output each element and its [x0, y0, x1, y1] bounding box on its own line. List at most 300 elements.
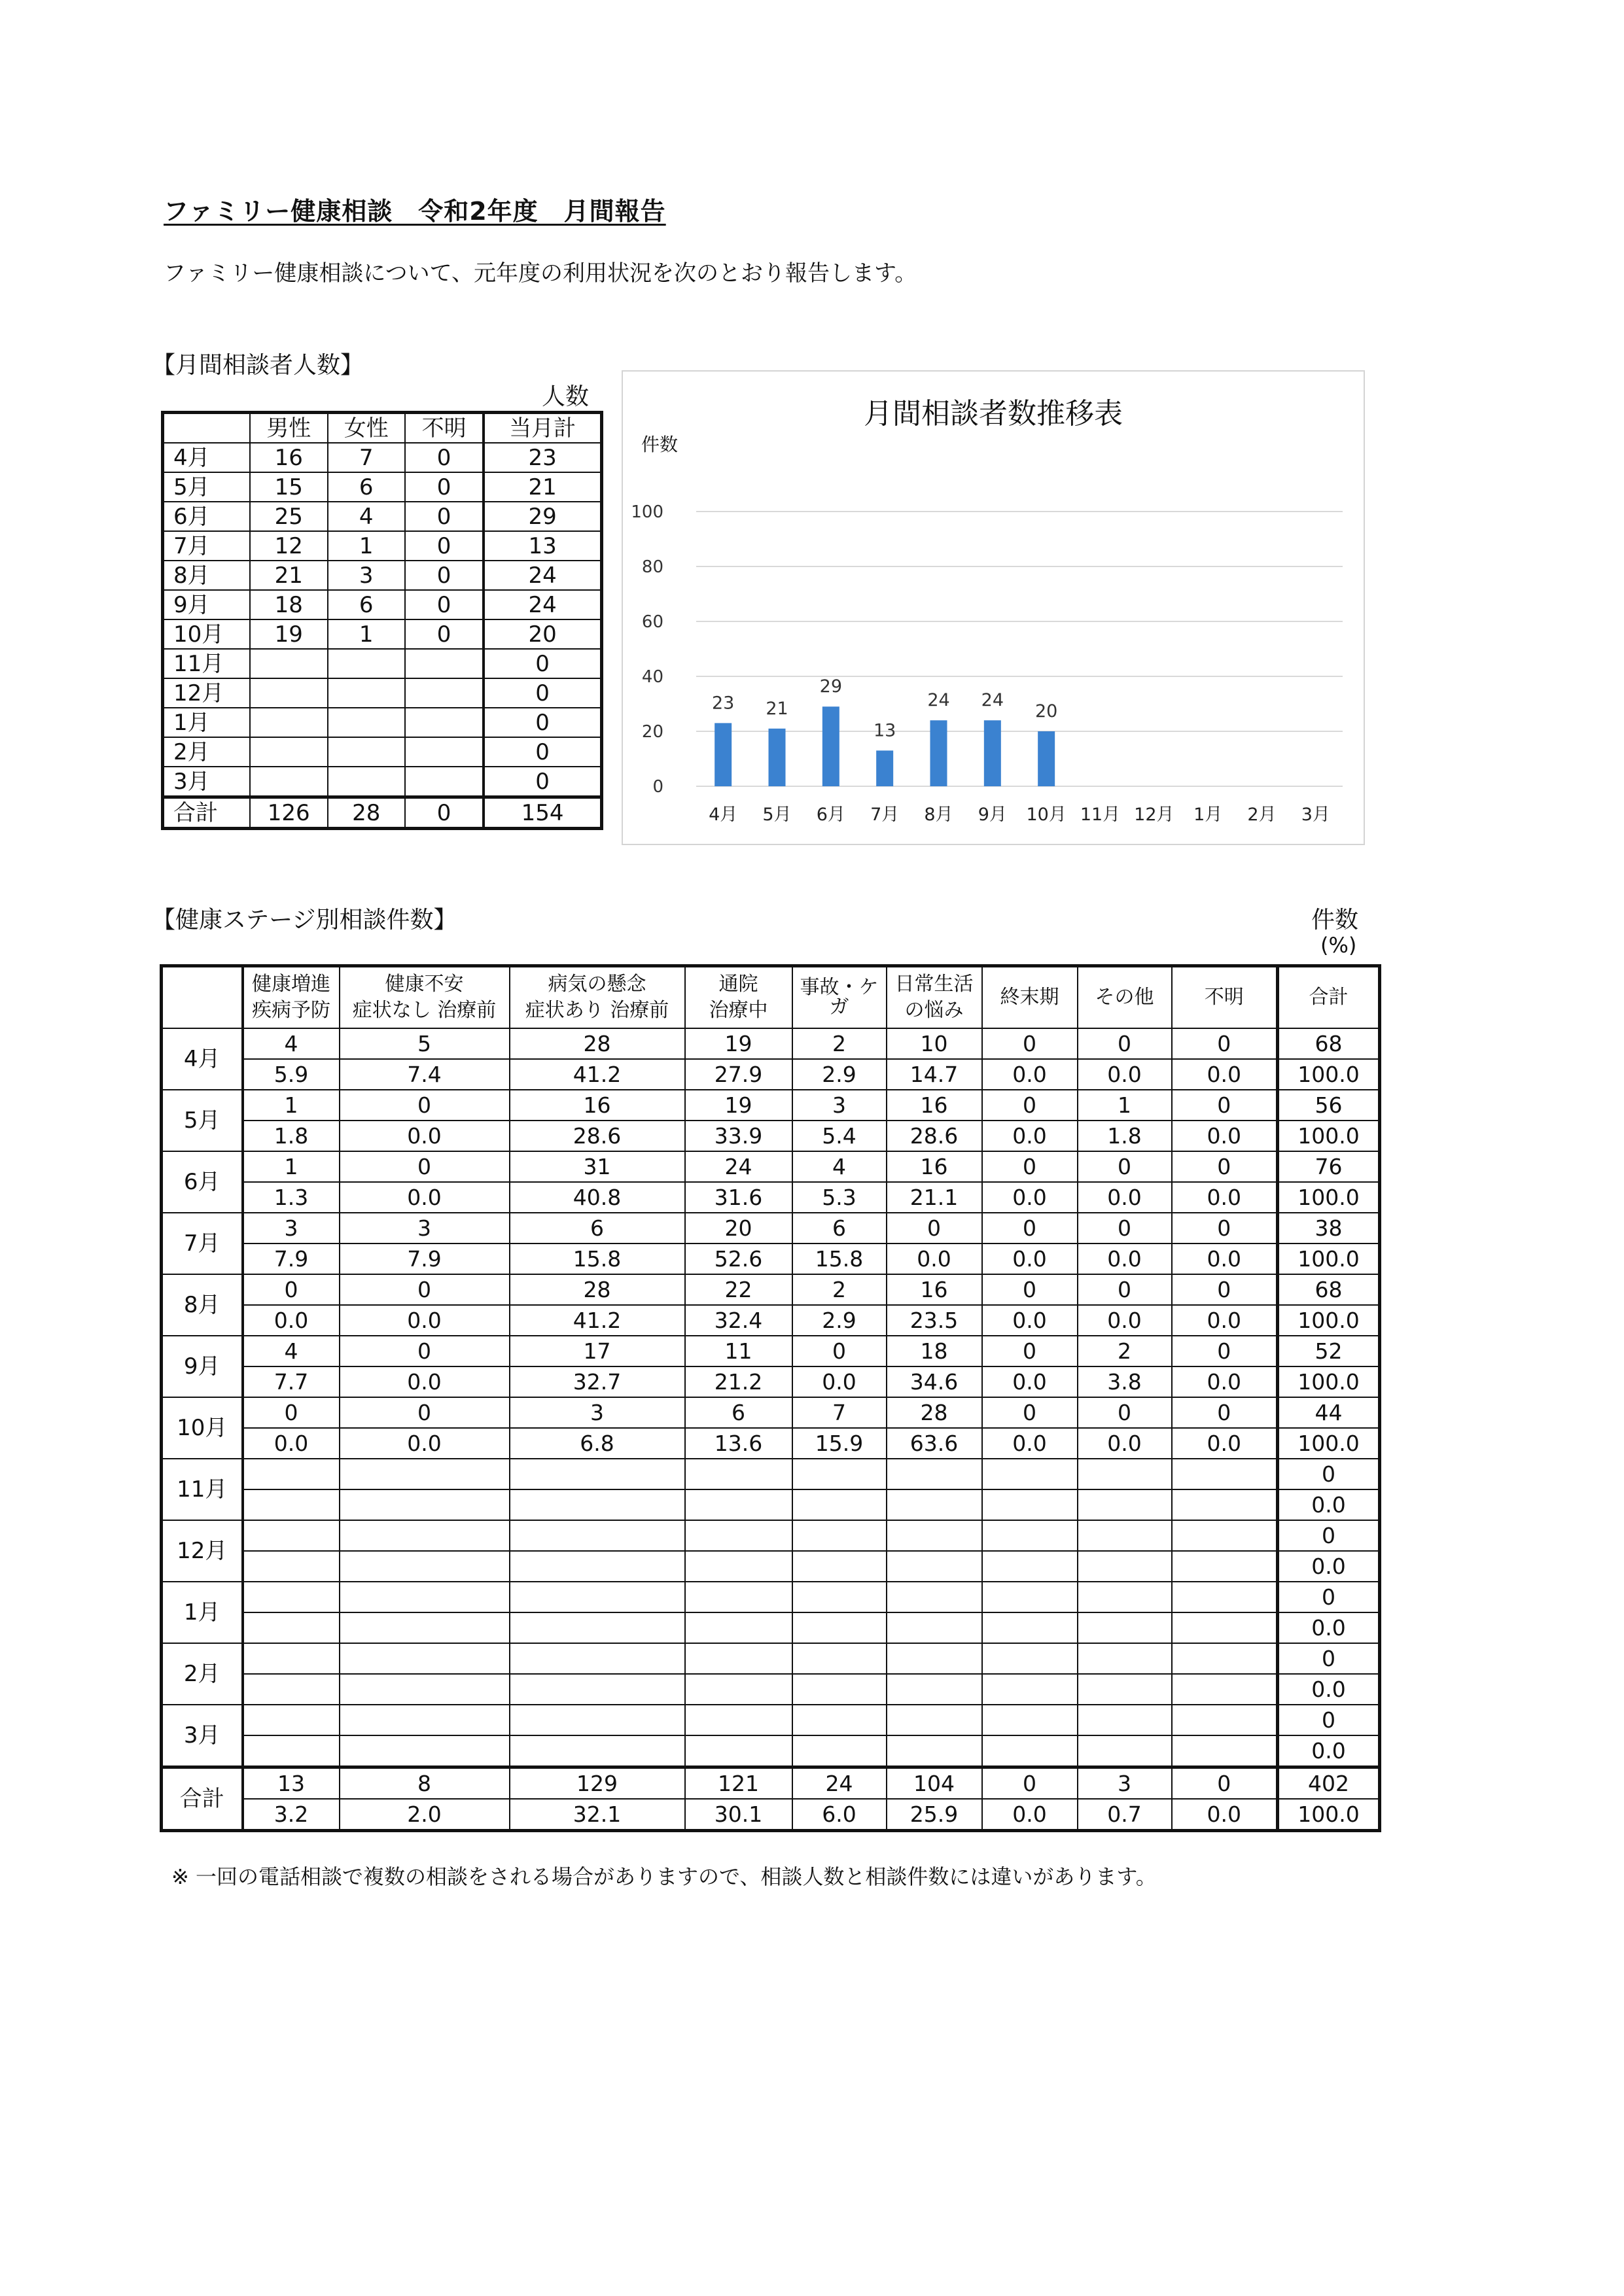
- cell-female: 3: [328, 561, 406, 590]
- stage-percent-row: [162, 1305, 1380, 1336]
- stage-percent-cell: [340, 1674, 510, 1705]
- stage-count-cell: 0: [982, 1028, 1078, 1059]
- month-label: 4月: [163, 443, 251, 472]
- stage-percent-cell: [340, 1489, 510, 1520]
- cell-male: 18: [250, 590, 328, 619]
- stage-count-cell: 2: [1078, 1336, 1172, 1366]
- stage-percent-cell: [243, 1489, 340, 1520]
- chart-data-label: 13: [873, 720, 896, 741]
- stage-month-label: 6月: [162, 1151, 243, 1213]
- monthly-heading: 【月間相談者人数】: [152, 352, 364, 379]
- stage-count-cell: [510, 1643, 685, 1674]
- cell-male: 15: [250, 472, 328, 502]
- stage-count-row: [162, 1459, 1380, 1489]
- stage-count-cell: 1: [243, 1090, 340, 1121]
- stage-percent-cell: 15.9: [792, 1428, 887, 1459]
- stage-count-cell: 76: [1278, 1151, 1380, 1182]
- stage-header-row: [162, 966, 1380, 1029]
- stage-percent-cell: 13.6: [685, 1428, 792, 1459]
- stage-percent-cell: [887, 1674, 982, 1705]
- stage-percent-cell: 100.0: [1278, 1305, 1380, 1336]
- stage-count-cell: [982, 1705, 1078, 1735]
- stage-percent-cell: 0.0: [1078, 1182, 1172, 1213]
- stage-percent-cell: 21.2: [685, 1366, 792, 1397]
- stage-percent-cell: 15.8: [792, 1244, 887, 1274]
- chart-bar: [769, 729, 786, 786]
- monthly-row: [163, 678, 602, 708]
- stage-percent-cell: 0.0: [1172, 1244, 1278, 1274]
- cell-male: 25: [250, 502, 328, 531]
- stage-header-bottom: 症状なし 治療前: [352, 999, 497, 1022]
- stage-count-cell: 0: [340, 1336, 510, 1366]
- stage-count-cell: 2: [792, 1028, 887, 1059]
- stage-percent-cell: [982, 1674, 1078, 1705]
- chart-bar: [822, 706, 839, 786]
- cell-female: 4: [328, 502, 406, 531]
- month-label: 3月: [163, 767, 251, 797]
- stage-count-cell: 0: [982, 1090, 1078, 1121]
- chart-x-tick-label: 10月: [1026, 805, 1067, 825]
- cell-female: 6: [328, 472, 406, 502]
- cell-month-total: 20: [484, 619, 601, 649]
- stage-percent-row: [162, 1244, 1380, 1274]
- stage-count-cell: 402: [1278, 1767, 1380, 1800]
- stage-percent-cell: 7.9: [243, 1244, 340, 1274]
- chart-bar: [1038, 731, 1055, 786]
- stage-count-cell: 38: [1278, 1213, 1380, 1244]
- monthly-header-blank: [163, 413, 251, 444]
- stage-percent-row: [162, 1428, 1380, 1459]
- cell-month-total: 154: [484, 797, 601, 829]
- stage-percent-cell: [243, 1674, 340, 1705]
- cell-female: [328, 649, 406, 678]
- stage-count-cell: 0: [1278, 1582, 1380, 1612]
- stage-percent-cell: 41.2: [510, 1059, 685, 1090]
- chart-data-label: 24: [981, 690, 1004, 711]
- stage-header-bottom: 症状あり 治療前: [525, 999, 669, 1022]
- stage-percent-cell: [685, 1489, 792, 1520]
- stage-count-cell: 0: [982, 1336, 1078, 1366]
- stage-percent-cell: 25.9: [887, 1799, 982, 1831]
- stage-percent-cell: 0.0: [340, 1366, 510, 1397]
- stage-percent-cell: [982, 1735, 1078, 1767]
- stage-count-cell: 11: [685, 1336, 792, 1366]
- stage-percent-cell: 0.0: [1278, 1674, 1380, 1705]
- chart-plot: [623, 372, 1364, 844]
- cell-month-total: 21: [484, 472, 601, 502]
- stage-count-cell: 0: [792, 1336, 887, 1366]
- monthly-chart: [622, 370, 1365, 845]
- stage-count-cell: 16: [887, 1274, 982, 1305]
- stage-percent-cell: [1172, 1674, 1278, 1705]
- stage-count-cell: 0: [243, 1397, 340, 1428]
- stage-percent-cell: 1.8: [243, 1121, 340, 1151]
- stage-count-cell: [340, 1643, 510, 1674]
- stage-percent-cell: [685, 1674, 792, 1705]
- stage-count-cell: [685, 1705, 792, 1735]
- stage-heading: 【健康ステージ別相談件数】: [152, 907, 457, 933]
- stage-percent-cell: [1078, 1551, 1172, 1582]
- stage-percent-cell: 41.2: [510, 1305, 685, 1336]
- stage-percent-cell: 0.0: [982, 1428, 1078, 1459]
- stage-month-label: 8月: [162, 1274, 243, 1336]
- stage-count-cell: [1078, 1643, 1172, 1674]
- monthly-row: [163, 472, 602, 502]
- cell-male: 16: [250, 443, 328, 472]
- stage-count-cell: 104: [887, 1767, 982, 1800]
- stage-percent-cell: 0.0: [1278, 1551, 1380, 1582]
- footnote: ※ 一回の電話相談で複数の相談をされる場合がありますので、相談人数と相談件数には違いがあります。: [171, 1864, 1157, 1889]
- stage-total-count-row: [162, 1767, 1380, 1800]
- stage-count-cell: 18: [887, 1336, 982, 1366]
- stage-count-cell: 5: [340, 1028, 510, 1059]
- chart-bar: [876, 750, 893, 786]
- stage-header-top: 終末期: [1000, 986, 1059, 1009]
- cell-male: 21: [250, 561, 328, 590]
- stage-percent-cell: [887, 1489, 982, 1520]
- stage-count-cell: 28: [887, 1397, 982, 1428]
- stage-percent-cell: [510, 1612, 685, 1643]
- cell-month-total: 13: [484, 531, 601, 561]
- stage-percent-cell: [510, 1674, 685, 1705]
- chart-x-tick-label: 12月: [1134, 805, 1174, 825]
- stage-percent-cell: 3.8: [1078, 1366, 1172, 1397]
- stage-count-cell: [1078, 1459, 1172, 1489]
- stage-percent-cell: [887, 1735, 982, 1767]
- stage-percent-cell: [340, 1551, 510, 1582]
- stage-header-5: [887, 966, 982, 1029]
- stage-month-label: 12月: [162, 1520, 243, 1582]
- stage-unit-percent: (%): [1320, 933, 1357, 958]
- stage-count-cell: [243, 1643, 340, 1674]
- stage-count-cell: 16: [887, 1090, 982, 1121]
- stage-count-cell: [792, 1705, 887, 1735]
- stage-percent-cell: 28.6: [887, 1121, 982, 1151]
- stage-count-cell: [510, 1705, 685, 1735]
- stage-percent-cell: 28.6: [510, 1121, 685, 1151]
- stage-percent-cell: 32.4: [685, 1305, 792, 1336]
- stage-count-cell: [887, 1459, 982, 1489]
- stage-percent-cell: [243, 1612, 340, 1643]
- month-label: 2月: [163, 737, 251, 767]
- cell-male: [250, 767, 328, 797]
- stage-count-cell: 0: [1172, 1397, 1278, 1428]
- stage-count-cell: 0: [1078, 1213, 1172, 1244]
- stage-percent-cell: 0.0: [792, 1366, 887, 1397]
- stage-percent-cell: 0.0: [982, 1121, 1078, 1151]
- stage-percent-cell: [685, 1735, 792, 1767]
- stage-percent-cell: [887, 1551, 982, 1582]
- chart-x-tick-label: 11月: [1080, 805, 1121, 825]
- month-label: 11月: [163, 649, 251, 678]
- stage-count-cell: [510, 1459, 685, 1489]
- stage-percent-cell: 0.0: [982, 1182, 1078, 1213]
- cell-unknown: 0: [405, 797, 484, 829]
- monthly-row: [163, 443, 602, 472]
- stage-count-cell: 0: [340, 1397, 510, 1428]
- stage-count-cell: [510, 1520, 685, 1551]
- stage-count-cell: 24: [685, 1151, 792, 1182]
- stage-count-cell: [887, 1520, 982, 1551]
- stage-count-cell: 0: [1078, 1151, 1172, 1182]
- stage-percent-cell: [792, 1674, 887, 1705]
- stage-percent-cell: 1.8: [1078, 1121, 1172, 1151]
- cell-unknown: 0: [405, 531, 484, 561]
- stage-percent-row: [162, 1551, 1380, 1582]
- month-label: 5月: [163, 472, 251, 502]
- stage-count-cell: [685, 1582, 792, 1612]
- stage-count-cell: 13: [243, 1767, 340, 1800]
- stage-percent-cell: 0.0: [982, 1244, 1078, 1274]
- stage-header-top: 通院: [718, 973, 758, 996]
- stage-percent-cell: 0.0: [340, 1305, 510, 1336]
- monthly-row: [163, 502, 602, 531]
- stage-count-cell: [243, 1459, 340, 1489]
- chart-data-label: 29: [819, 676, 843, 697]
- monthly-total-row: [163, 797, 602, 829]
- stage-percent-cell: 1.3: [243, 1182, 340, 1213]
- stage-count-cell: [243, 1520, 340, 1551]
- month-label: 合計: [163, 797, 251, 829]
- stage-month-label: 合計: [162, 1767, 243, 1831]
- stage-percent-cell: 0.0: [1078, 1059, 1172, 1090]
- stage-header-bottom: 治療中: [709, 999, 768, 1022]
- stage-count-cell: 129: [510, 1767, 685, 1800]
- monthly-unit-label: 人数: [542, 383, 590, 410]
- stage-count-cell: [792, 1582, 887, 1612]
- cell-unknown: [405, 708, 484, 737]
- stage-percent-cell: [685, 1551, 792, 1582]
- chart-y-tick-label: 40: [641, 667, 663, 687]
- chart-x-tick-label: 4月: [709, 805, 738, 825]
- stage-percent-cell: [792, 1489, 887, 1520]
- stage-percent-cell: 32.7: [510, 1366, 685, 1397]
- stage-count-cell: 4: [792, 1151, 887, 1182]
- header-female: 女性: [328, 413, 406, 444]
- chart-x-tick-label: 6月: [816, 805, 845, 825]
- stage-count-row: [162, 1582, 1380, 1612]
- stage-count-row: [162, 1151, 1380, 1182]
- stage-percent-cell: 23.5: [887, 1305, 982, 1336]
- stage-header-blank: [162, 966, 243, 1029]
- stage-percent-cell: 0.0: [982, 1799, 1078, 1831]
- stage-count-cell: 56: [1278, 1090, 1380, 1121]
- stage-count-cell: 6: [510, 1213, 685, 1244]
- stage-count-cell: [792, 1643, 887, 1674]
- stage-percent-cell: 33.9: [685, 1121, 792, 1151]
- stage-count-cell: 0: [1078, 1397, 1172, 1428]
- stage-count-cell: 31: [510, 1151, 685, 1182]
- stage-percent-cell: 0.0: [1172, 1428, 1278, 1459]
- stage-percent-row: [162, 1674, 1380, 1705]
- stage-count-cell: [1078, 1705, 1172, 1735]
- stage-percent-cell: 0.0: [1078, 1428, 1172, 1459]
- stage-percent-cell: [1078, 1674, 1172, 1705]
- stage-header-bottom: 疾病予防: [252, 999, 330, 1022]
- stage-count-cell: [510, 1582, 685, 1612]
- stage-month-label: 10月: [162, 1397, 243, 1459]
- stage-count-cell: 10: [887, 1028, 982, 1059]
- stage-header-8: [1172, 966, 1278, 1029]
- stage-percent-cell: [982, 1612, 1078, 1643]
- chart-y-tick-label: 0: [652, 777, 663, 797]
- stage-percent-cell: 0.0: [887, 1244, 982, 1274]
- stage-percent-row: [162, 1366, 1380, 1397]
- stage-percent-cell: [1078, 1489, 1172, 1520]
- stage-count-cell: 0: [243, 1274, 340, 1305]
- stage-percent-cell: [1172, 1612, 1278, 1643]
- stage-percent-cell: [510, 1489, 685, 1520]
- cell-unknown: [405, 649, 484, 678]
- stage-count-cell: 0: [1278, 1705, 1380, 1735]
- stage-month-label: 9月: [162, 1336, 243, 1397]
- month-label: 7月: [163, 531, 251, 561]
- stage-percent-cell: 0.0: [1078, 1305, 1172, 1336]
- stage-header-2: [510, 966, 685, 1029]
- stage-count-cell: 20: [685, 1213, 792, 1244]
- stage-header-top: 事故・ケガ: [800, 976, 879, 1018]
- cell-male: [250, 737, 328, 767]
- header-month-total: 当月計: [484, 413, 601, 444]
- stage-count-cell: [685, 1459, 792, 1489]
- monthly-row: [163, 737, 602, 767]
- stage-count-cell: [887, 1643, 982, 1674]
- stage-percent-cell: 2.0: [340, 1799, 510, 1831]
- stage-percent-cell: 0.0: [1078, 1244, 1172, 1274]
- stage-count-row: [162, 1274, 1380, 1305]
- chart-x-tick-label: 9月: [978, 805, 1007, 825]
- stage-month-label: 5月: [162, 1090, 243, 1151]
- stage-count-cell: [1172, 1705, 1278, 1735]
- stage-count-cell: 0: [1278, 1643, 1380, 1674]
- cell-month-total: 29: [484, 502, 601, 531]
- chart-y-tick-label: 80: [641, 557, 663, 577]
- stage-percent-cell: [510, 1551, 685, 1582]
- stage-percent-cell: 100.0: [1278, 1182, 1380, 1213]
- stage-count-cell: 22: [685, 1274, 792, 1305]
- stage-percent-cell: [792, 1735, 887, 1767]
- month-label: 6月: [163, 502, 251, 531]
- cell-unknown: 0: [405, 619, 484, 649]
- stage-percent-cell: 63.6: [887, 1428, 982, 1459]
- stage-percent-cell: [982, 1489, 1078, 1520]
- month-label: 8月: [163, 561, 251, 590]
- stage-count-cell: 4: [243, 1028, 340, 1059]
- stage-count-cell: [340, 1520, 510, 1551]
- stage-header-3: [685, 966, 792, 1029]
- stage-count-cell: [243, 1582, 340, 1612]
- stage-percent-cell: [510, 1735, 685, 1767]
- cell-unknown: [405, 737, 484, 767]
- stage-header-top: 合計: [1309, 986, 1349, 1009]
- stage-percent-cell: 3.2: [243, 1799, 340, 1831]
- stage-count-cell: 3: [340, 1213, 510, 1244]
- stage-count-cell: 0: [1172, 1151, 1278, 1182]
- stage-percent-cell: 6.8: [510, 1428, 685, 1459]
- stage-count-cell: 24: [792, 1767, 887, 1800]
- stage-header-9: [1278, 966, 1380, 1029]
- stage-header-bottom: の悩み: [904, 999, 964, 1022]
- stage-percent-cell: [1172, 1735, 1278, 1767]
- cell-month-total: 24: [484, 561, 601, 590]
- cell-unknown: 0: [405, 502, 484, 531]
- stage-percent-cell: 7.9: [340, 1244, 510, 1274]
- stage-percent-cell: 0.0: [1172, 1366, 1278, 1397]
- stage-count-cell: [982, 1520, 1078, 1551]
- chart-data-label: 24: [927, 690, 950, 711]
- stage-count-cell: 0: [1172, 1274, 1278, 1305]
- stage-count-cell: 3: [1078, 1767, 1172, 1800]
- chart-x-tick-label: 8月: [924, 805, 953, 825]
- stage-count-cell: [792, 1520, 887, 1551]
- header-unknown: 不明: [405, 413, 484, 444]
- stage-percent-cell: 15.8: [510, 1244, 685, 1274]
- chart-y-axis-label: 件数: [641, 434, 679, 455]
- cell-female: [328, 767, 406, 797]
- stage-count-cell: [887, 1582, 982, 1612]
- stage-header-top: その他: [1095, 986, 1154, 1009]
- stage-header-6: [982, 966, 1078, 1029]
- stage-count-cell: 0: [1172, 1213, 1278, 1244]
- document-title: ファミリー健康相談 令和2年度 月間報告: [164, 197, 666, 226]
- cell-male: [250, 678, 328, 708]
- stage-percent-row: [162, 1612, 1380, 1643]
- cell-female: 6: [328, 590, 406, 619]
- stage-percent-cell: 100.0: [1278, 1121, 1380, 1151]
- stage-count-cell: 44: [1278, 1397, 1380, 1428]
- monthly-row: [163, 619, 602, 649]
- chart-y-tick-label: 60: [641, 612, 663, 632]
- cell-male: 12: [250, 531, 328, 561]
- stage-percent-cell: 0.0: [243, 1428, 340, 1459]
- stage-count-cell: [887, 1705, 982, 1735]
- stage-count-cell: 1: [1078, 1090, 1172, 1121]
- stage-count-row: [162, 1643, 1380, 1674]
- cell-female: 7: [328, 443, 406, 472]
- stage-percent-cell: 5.3: [792, 1182, 887, 1213]
- stage-month-label: 1月: [162, 1582, 243, 1643]
- stage-percent-cell: 0.7: [1078, 1799, 1172, 1831]
- stage-count-cell: 4: [243, 1336, 340, 1366]
- stage-percent-cell: 100.0: [1278, 1059, 1380, 1090]
- stage-header-1: [340, 966, 510, 1029]
- stage-percent-row: [162, 1059, 1380, 1090]
- stage-percent-cell: 34.6: [887, 1366, 982, 1397]
- stage-month-label: 4月: [162, 1028, 243, 1090]
- chart-title: 月間相談者数推移表: [864, 397, 1123, 430]
- stage-count-cell: 0: [1172, 1028, 1278, 1059]
- cell-male: [250, 649, 328, 678]
- stage-percent-cell: 2.9: [792, 1059, 887, 1090]
- stage-percent-cell: [340, 1735, 510, 1767]
- stage-percent-cell: 32.1: [510, 1799, 685, 1831]
- stage-count-cell: 0: [1172, 1090, 1278, 1121]
- intro-text: ファミリー健康相談について、元年度の利用状況を次のとおり報告します。: [164, 260, 917, 287]
- stage-count-cell: 68: [1278, 1028, 1380, 1059]
- stage-count-cell: 0: [982, 1151, 1078, 1182]
- stage-count-cell: [340, 1459, 510, 1489]
- stage-percent-cell: 0.0: [243, 1305, 340, 1336]
- stage-header-top: 日常生活: [894, 973, 974, 996]
- monthly-row: [163, 531, 602, 561]
- stage-count-cell: 6: [685, 1397, 792, 1428]
- stage-count-cell: [1172, 1520, 1278, 1551]
- stage-month-label: 7月: [162, 1213, 243, 1274]
- stage-percent-row: [162, 1489, 1380, 1520]
- cell-male: 19: [250, 619, 328, 649]
- stage-count-cell: 16: [510, 1090, 685, 1121]
- stage-count-cell: 19: [685, 1090, 792, 1121]
